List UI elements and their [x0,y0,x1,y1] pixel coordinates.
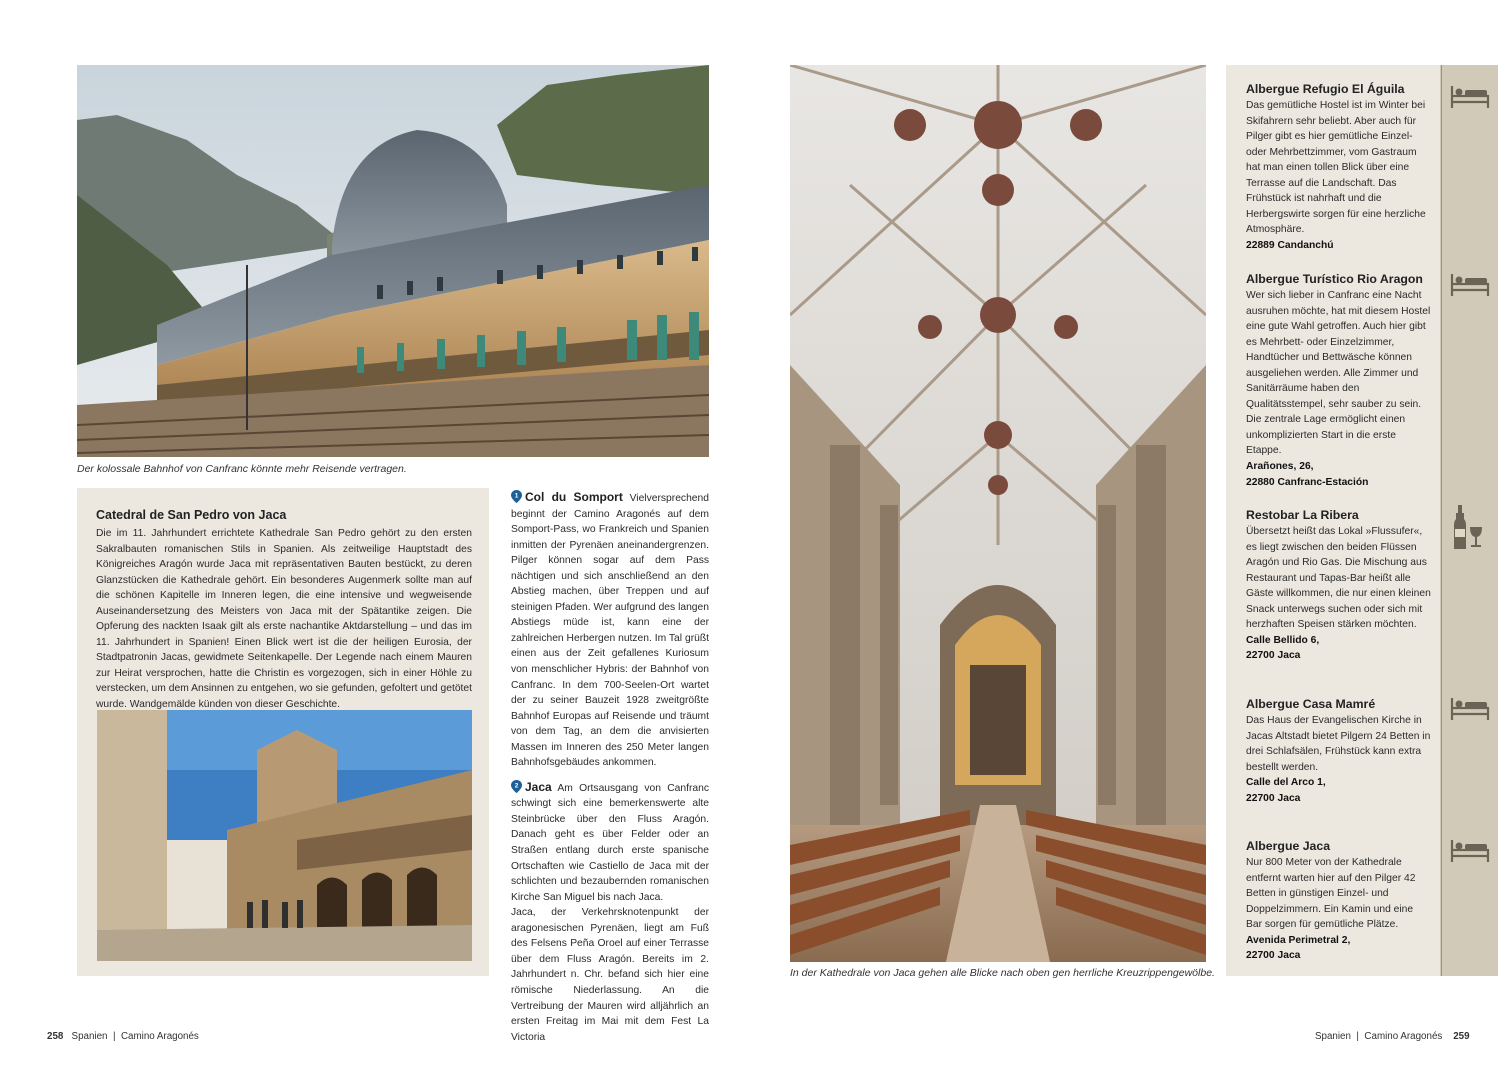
page-number-right: 259 [1453,1031,1470,1042]
entry-address-1: Avenida Perimetral 2, [1246,934,1351,946]
entry-refugio-aguila [1246,82,1431,253]
jaca-text: Am Ortsausgang von Canfranc schwingt sich eine bemerkenswerte alte Steinbrücke über den Fluss Aragón. Danach geht es über Felder oder an Straßen entlang durch erste spanische Ortschaften wie Castiello de Jaca mit der schlichten und bezaubernden romanischen Kirche San Miguel bis nach Jaca. [511,782,709,903]
right-footer [1315,1031,1470,1042]
somport-text: Vielversprechend beginnt der Camino Aragonés auf dem Somport-Pass, wo Frankreich und Spanien inmitten der Pyrenäen aneinandergrenzen. Pilger können sogar auf dem Pass nächtigen und sich anschließend an den Abstieg machen, über Treppen und auf steinigen Pfaden. Wer aufgrund des langen Abstiegs müde ist, kann eine der zahlreichen Herbergen nutzen. Im Tal grüßt einen aus der Zeit gefallenes Kuriosum von menschlicher Hybris: der Bahnhof von Canfranc. In dem 700-Seelen-Ort wartet der zu seiner Bauzeit 1928 zweitgrößte Bahnhof Europas auf Reisende und träumt von dem Tag, an dem die anvisierten Massen im Inneren des 250 Meter langen Bahnhofsgebäudes ankommen. [511,493,709,769]
entry-text: Nur 800 Meter von der Kathedrale entfernt warten hier auf den Pilger 42 Betten in günstigen Einzel- und Doppelzimmern. Ein Kamin und eine Bar sorgen für gemütliche Plätze. [1246,857,1416,931]
footer-separator: | [112,1031,116,1042]
bed-icon [1450,272,1490,298]
entry-title: Albergue Casa Mamré [1246,697,1376,711]
canfranc-station-photo [77,65,709,457]
jaca-cathedral-exterior-photo [97,710,472,961]
wine-icon [1452,505,1484,549]
entry-address-2: 22700 Jaca [1246,950,1301,962]
entry-text: Wer sich lieber in Canfranc eine Nacht ausruhen möchte, hat mit diesem Hostel eine gute Wahl getroffen. Auch hier gibt es Mehrbett- oder Einzelzimmer, Handtücher und Bettwäsche können ausgeliehen werden. Alle Zimmer und Sanitärräume haben den Qualitätsstempel, sehr sauber zu sein. Die zentrale Lage ermöglicht einen unkomplizierten Start in die erste Etappe. [1246,290,1431,457]
section-jaca [511,780,709,905]
strip-divider [1441,65,1442,976]
entry-title: Albergue Turístico Rio Aragon [1246,272,1423,286]
entry-address-2: 22700 Jaca [1246,792,1301,804]
footer-route: Camino Aragonés [1364,1031,1443,1042]
footer-separator: | [1356,1031,1359,1042]
page-number-left: 258 [47,1031,64,1042]
entry-address-1: 22889 Candanchú [1246,239,1334,251]
somport-heading: Col du Somport [525,490,623,504]
left-footer [47,1031,199,1042]
entry-casa-mamre [1246,697,1431,806]
jaca-text-continued: Jaca, der Verkehrsknotenpunkt der aragonesischen Pyrenäen, liegt am Fuß des Felsens Peña Oroel auf einer Terrasse über dem Fluss Aragón. Bereits im 2. Jahrhundert n. Chr. befand sich hier eine römische Niederlassung. An die Vertreibung der Mauren wird alljährlich an ersten Freitag im Mai mit dem Fest La Victoria [511,907,709,1043]
entry-address-1: Calle del Arco 1, [1246,777,1326,789]
footer-country: Spanien [1315,1031,1351,1042]
cathedral-interior-photo [790,65,1206,962]
footer-route: Camino Aragonés [120,1031,199,1042]
bed-icon [1450,838,1490,864]
jaca-cathedral-illustration [97,710,472,961]
bed-icon [1450,84,1490,110]
entry-text: Das Haus der Evangelischen Kirche in Jacas Altstadt bietet Pilgern 24 Betten in drei Schlafsälen, Frühstück kann extra bestellt werden. [1246,715,1431,773]
entry-address-2: 22880 Canfranc-Estación [1246,476,1369,488]
cathedral-box-title: Catedral de San Pedro von Jaca [96,508,287,522]
entry-text: Das gemütliche Hostel ist im Winter bei Skifahrern sehr beliebt. Aber auch für Pilger gibt es hier gemütliche Einzel- oder Mehrbettzimmer, vom Gastraum hat man einen tollen Blick über eine Terrasse auf die Landschaft. Das Frühstück ist nahrhaft und die Herbergswirte sorgen für eine herzliche Atmosphäre. [1246,100,1426,236]
cathedral-info-box [77,488,489,976]
jaca-heading: Jaca [525,779,552,794]
cathedral-box-text: Die im 11. Jahrhundert errichtete Kathedrale San Pedro gehört zu den ersten Sakralbauten romanischen Stils in Spanien. Als zeitweilige Hauptstadt des Königreiches Aragón wurde Jaca mit repräsentativen Bauten bestückt, zu deren Glanzstücken die Kathedrale gehört. Ein besonderes Augenmerk sollte man auf die schönen Kapitelle im Inneren legen, die eine intensive und wegweisende Auseinandersetzung des Meisters von Jaca mit der Spätantike zeigen. Die Opferung des nackten Isaak gilt als erste nachantike Aktdarstellung – und das im 11. Jahrhundert in Spanien! Einen Blick wert ist die der heiligen Eurosia, der Stadtpatronin Jacas, gewidmete Seitenkapelle. Der Legende nach einem Mauren zur Heirat versprochen, hatte die Christin es vorgezogen, sich in einer Höhle zu verstecken, um dem Ansinnen zu entgehen, wo sie gefunden, gefoltert und getötet wurde. Wandgemälde künden von dieser Geschichte. [96,528,472,711]
route-text-column [511,490,709,1045]
location-pin-icon [511,490,522,503]
pin-number-1: 1 [514,492,519,500]
entry-title: Restobar La Ribera [1246,508,1359,522]
interior-photo-caption: In der Kathedrale von Jaca gehen alle Blicke nach oben gen herrliche Kreuzrippengewölbe. [790,967,1215,979]
entry-rio-aragon [1246,272,1431,490]
bed-icon [1450,696,1490,722]
entry-address-1: Arañones, 26, [1246,461,1314,473]
entry-address-1: Calle Bellido 6, [1246,634,1320,646]
cathedral-interior-illustration [790,65,1206,962]
entry-albergue-jaca [1246,839,1431,964]
pin-number-2: 2 [514,782,519,790]
entry-text: Übersetzt heißt das Lokal »Flussufer«, es liegt zwischen den beiden Flüssen Aragón und Rio Gas. Die Mischung aus Restaurant und Tapas-Bar heißt alle Gäste willkommen, die nur einen kleinen Snack unterwegs suchen oder sich mit herzhaften Speisen stärken möchten. [1246,526,1431,631]
entry-address-2: 22700 Jaca [1246,650,1301,662]
location-pin-icon [511,780,522,793]
entry-la-ribera [1246,508,1431,664]
station-photo-caption: Der kolossale Bahnhof von Canfranc könnte mehr Reisende vertragen. [77,463,407,475]
entry-title: Albergue Refugio El Águila [1246,82,1405,96]
section-somport [511,490,709,771]
canfranc-station-illustration [77,65,709,457]
entry-title: Albergue Jaca [1246,839,1331,853]
footer-country: Spanien [71,1031,108,1042]
